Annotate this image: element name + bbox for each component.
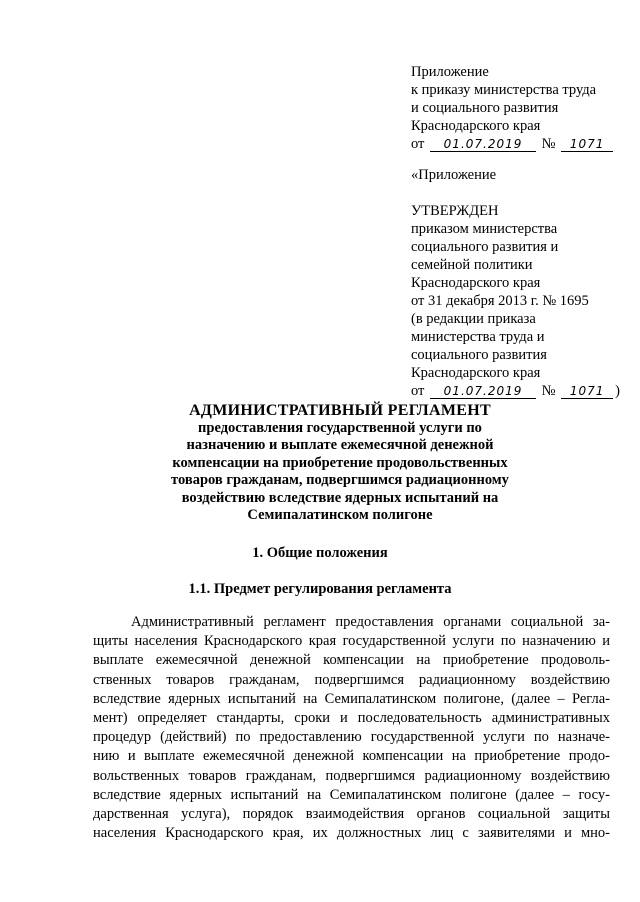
- appendix-block: [411, 63, 626, 153]
- title-line: воздействию вследствие ядерных испытаний на: [181, 489, 499, 506]
- appendix-line: и социального развития: [411, 100, 559, 116]
- body-line: вольственных товаров гражданам, подвергшимся радиационному воздействию: [93, 767, 610, 784]
- approved-line: Краснодарского края: [411, 275, 541, 291]
- body-line: дарственная услуга), порядок взаимодействия органов социальной защиты: [93, 805, 610, 822]
- approved-line: приказом министерства: [411, 221, 558, 237]
- body-paragraph: [93, 613, 610, 843]
- body-line: ственных товаров гражданам, подвергшимся радиационному воздействию: [93, 671, 610, 688]
- appendix-line: Приложение: [411, 64, 489, 80]
- body-line: Административный регламент предоставления органами социальной за-: [131, 614, 610, 630]
- subsection-heading: 1.1. Предмет регулирования регламента: [188, 581, 452, 597]
- body-line: вследствие ядерных испытаний на Семипалатинском полигоне, (далее – Регла-: [93, 690, 610, 707]
- title-main: АДМИНИСТРАТИВНЫЙ РЕГЛАМЕНТ: [189, 402, 491, 419]
- handwritten-number: 1071: [561, 384, 613, 399]
- approved-line: министерства труда и: [411, 329, 545, 345]
- approved-block: [411, 202, 626, 400]
- date-prefix: от: [411, 383, 425, 399]
- quote-line: «Приложение: [411, 167, 497, 183]
- approved-line: Краснодарского края: [411, 365, 541, 381]
- appendix-date-line: [411, 135, 626, 153]
- handwritten-number: 1071: [561, 137, 613, 152]
- approved-line: социального развития: [411, 347, 547, 363]
- body-line: процедур (действий) по предоставлению государственной услуги по назначе-: [93, 729, 610, 746]
- section-heading: 1. Общие положения: [252, 545, 388, 561]
- approved-line: социального развития и: [411, 239, 559, 255]
- approved-line: от 31 декабря 2013 г. № 1695: [411, 293, 589, 309]
- body-line: выплате ежемесячной денежной компенсации на приобретение продоволь-: [93, 652, 610, 669]
- date-prefix: от: [411, 136, 425, 152]
- handwritten-date: 01.07.2019: [430, 384, 536, 399]
- number-prefix: №: [541, 136, 556, 152]
- title-line: компенсации на приобретение продовольственных: [172, 454, 508, 471]
- approved-line: семейной политики: [411, 257, 533, 273]
- title-line: назначению и выплате ежемесячной денежной: [186, 437, 494, 453]
- document-title: [140, 402, 540, 525]
- body-line: мент) определяет стандарты, сроки и последовательность административных: [93, 709, 610, 726]
- title-line: Семипалатинском полигоне: [247, 507, 433, 523]
- approved-date-line: [411, 382, 626, 400]
- body-line: населения Краснодарского края, их должностных лиц с заявителями и мно-: [93, 825, 610, 842]
- title-line: предоставления государственной услуги по: [198, 419, 482, 436]
- approved-title: УТВЕРЖДЕН: [411, 203, 499, 219]
- quote-block: [411, 166, 626, 184]
- body-line: вследствие ядерных испытаний на Семипалатинском полигоне (далее – госу-: [93, 786, 610, 803]
- body-line: щиты населения Краснодарского края государственной услуги по назначению и: [93, 633, 610, 650]
- appendix-line: Краснодарского края: [411, 118, 541, 134]
- body-line: нию и выплате ежемесячной денежной компенсации на приобретение продо-: [93, 748, 610, 765]
- approved-line: (в редакции приказа: [411, 311, 536, 327]
- number-prefix: №: [541, 383, 556, 399]
- appendix-line: к приказу министерства труда: [411, 82, 597, 98]
- closing-parenthesis: ): [615, 383, 620, 399]
- handwritten-date: 01.07.2019: [430, 137, 536, 152]
- title-line: товаров гражданам, подвергшимся радиационному: [171, 472, 509, 488]
